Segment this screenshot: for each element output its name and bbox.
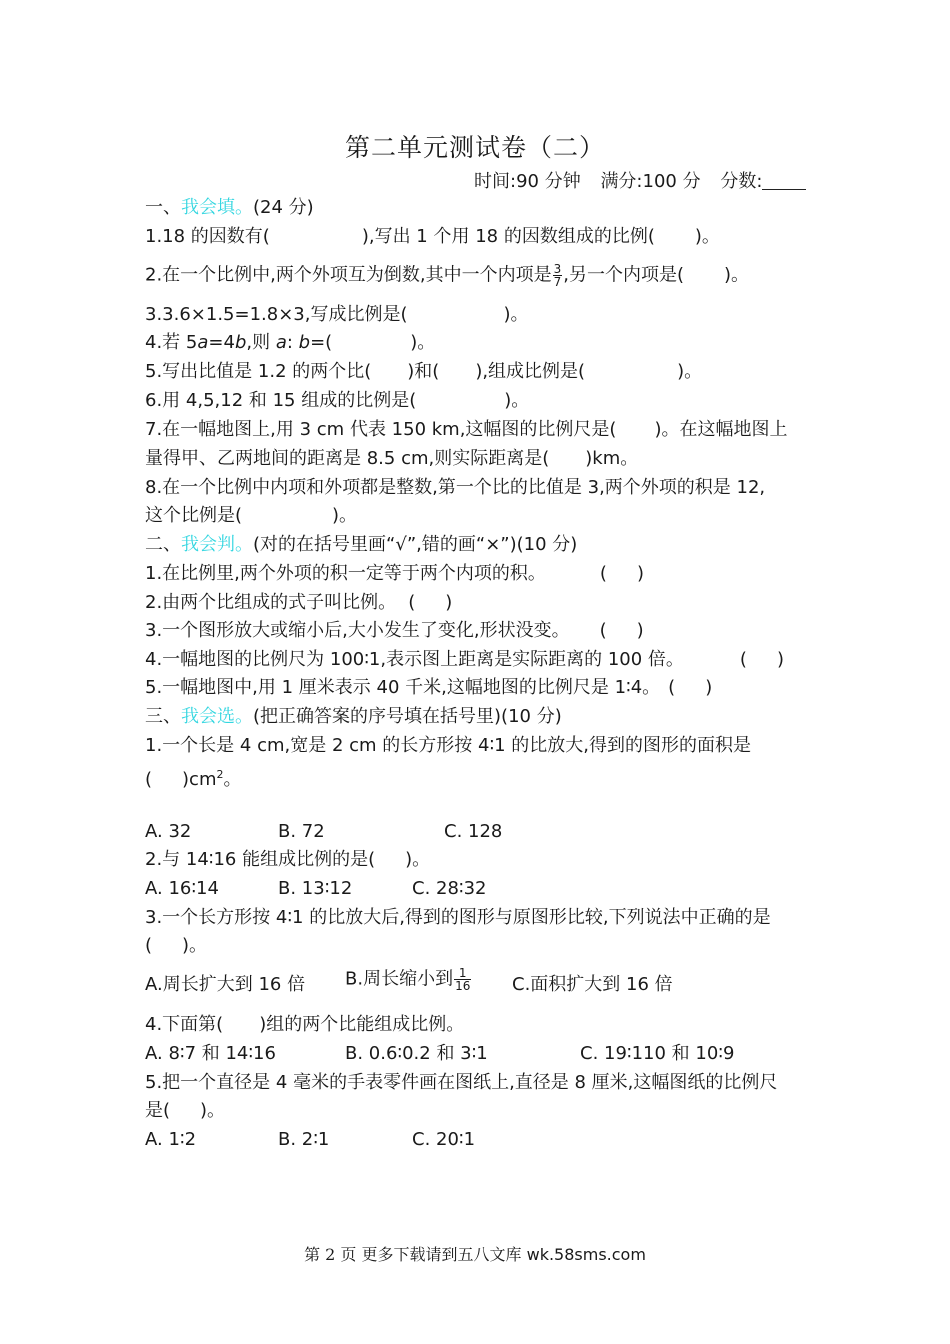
option-b: B. 13∶12: [278, 878, 353, 899]
score-label: 分数:: [720, 171, 763, 192]
section-3-heading: 三、我会选。(把正确答案的序号填在括号里)(10 分): [145, 706, 562, 727]
question-1-4: 4.若 5a=4b,则 a: b=( )。: [145, 332, 436, 353]
section-1-heading: 一、我会填。(24 分): [145, 197, 314, 218]
fraction-1-16: $\frac{1}{16}$: [455, 966, 471, 993]
question-3-3-line1: 3.一个长方形按 4∶1 的比放大后,得到的图形与原图形比较,下列说法中正确的是: [145, 907, 771, 928]
footer-link[interactable]: wk.58sms.com: [526, 1245, 646, 1264]
score-blank[interactable]: [762, 171, 806, 190]
option-c: C. 19∶110 和 10∶9: [580, 1043, 735, 1064]
section-3-label: 我会选。: [181, 706, 253, 727]
option-a: A. 16∶14: [145, 878, 219, 899]
section-2-label: 我会判。: [181, 534, 253, 555]
question-3-3-line2: ( )。: [145, 935, 208, 956]
option-c: C. 28∶32: [412, 878, 487, 899]
question-2-3: 3.一个图形放大或缩小后,大小发生了变化,形状没变。 ( ): [145, 620, 644, 641]
page-footer: [0, 1242, 950, 1265]
time-limit: 时间:90 分钟: [474, 171, 581, 192]
question-1-6: 6.用 4,5,12 和 15 组成的比例是( )。: [145, 390, 530, 411]
option-a: A. 8∶7 和 14∶16: [145, 1043, 276, 1064]
question-3-1-line2: ( )$cm^2$。: [145, 768, 242, 790]
exam-meta: [474, 167, 806, 193]
footer-text: 第 2 页 更多下载请到五八文库: [304, 1245, 527, 1264]
question-3-2: 2.与 14∶16 能组成比例的是( )。: [145, 849, 431, 870]
option-c: C.面积扩大到 16 倍: [512, 974, 673, 995]
option-a: A. 1∶2: [145, 1129, 197, 1150]
option-a: A.周长扩大到 16 倍: [145, 974, 306, 995]
question-3-5-line1: 5.把一个直径是 4 毫米的手表零件画在图纸上,直径是 8 厘米,这幅图纸的比例尺: [145, 1072, 778, 1093]
question-1-7-line2: 量得甲、乙两地间的距离是 8.5 cm,则实际距离是( )km。: [145, 448, 639, 469]
question-2-5: 5.一幅地图中,用 1 厘米表示 40 千米,这幅地图的比例尺是 1∶4。 ( ): [145, 677, 713, 698]
question-1-5: 5.写出比值是 1.2 的两个比( )和( ),组成比例是( )。: [145, 361, 703, 382]
section-2-heading: 二、我会判。(对的在括号里画“√”,错的画“×”)(10 分): [145, 534, 578, 555]
question-1-7-line1: 7.在一幅地图上,用 3 cm 代表 150 km,这幅图的比例尺是( )。在这幅地图上: [145, 419, 788, 440]
question-3-4: 4.下面第( )组的两个比能组成比例。: [145, 1014, 465, 1035]
question-2-4: 4.一幅地图的比例尺为 100∶1,表示图上距离是实际距离的 100 倍。 ( ): [145, 649, 784, 670]
question-1-3: 3.3.6×1.5=1.8×3,写成比例是( )。: [145, 304, 529, 325]
option-b: B. 0.6∶0.2 和 3∶1: [345, 1043, 488, 1064]
question-2-2: 2.由两个比组成的式子叫比例。 ( ): [145, 592, 453, 613]
option-c: C. 128: [444, 821, 503, 842]
question-3-5-line2: 是( )。: [145, 1100, 226, 1121]
option-b: B. 2∶1: [278, 1129, 330, 1150]
full-score: 满分:100 分: [600, 171, 701, 192]
question-3-1-line1: 1.一个长是 4 cm,宽是 2 cm 的长方形按 4∶1 的比放大,得到的图形的面积是: [145, 735, 752, 756]
option-b: B.周长缩小到 $\frac{1}{16}$: [345, 966, 471, 993]
option-a: A. 32: [145, 821, 192, 842]
fraction-3-7: $\frac{3}{7}$: [553, 262, 562, 289]
section-1-label: 我会填。: [181, 197, 253, 218]
option-c: C. 20∶1: [412, 1129, 476, 1150]
question-1-2: 2.在一个比例中,两个外项互为倒数,其中一个内项是 $\frac{3}{7}$ ,另一个内项是( )。: [145, 262, 750, 289]
question-1-8-line2: 这个比例是( )。: [145, 505, 358, 526]
question-1-8-line1: 8.在一个比例中内项和外项都是整数,第一个比的比值是 3,两个外项的积是 12,: [145, 477, 766, 498]
page-title: 第二单元测试卷（二）: [344, 133, 605, 162]
question-2-1: 1.在比例里,两个外项的积一定等于两个内项的积。 ( ): [145, 563, 644, 584]
question-1-1: 1.18 的因数有( ),写出 1 个用 18 的因数组成的比例( )。: [145, 226, 720, 247]
option-b: B. 72: [278, 821, 325, 842]
